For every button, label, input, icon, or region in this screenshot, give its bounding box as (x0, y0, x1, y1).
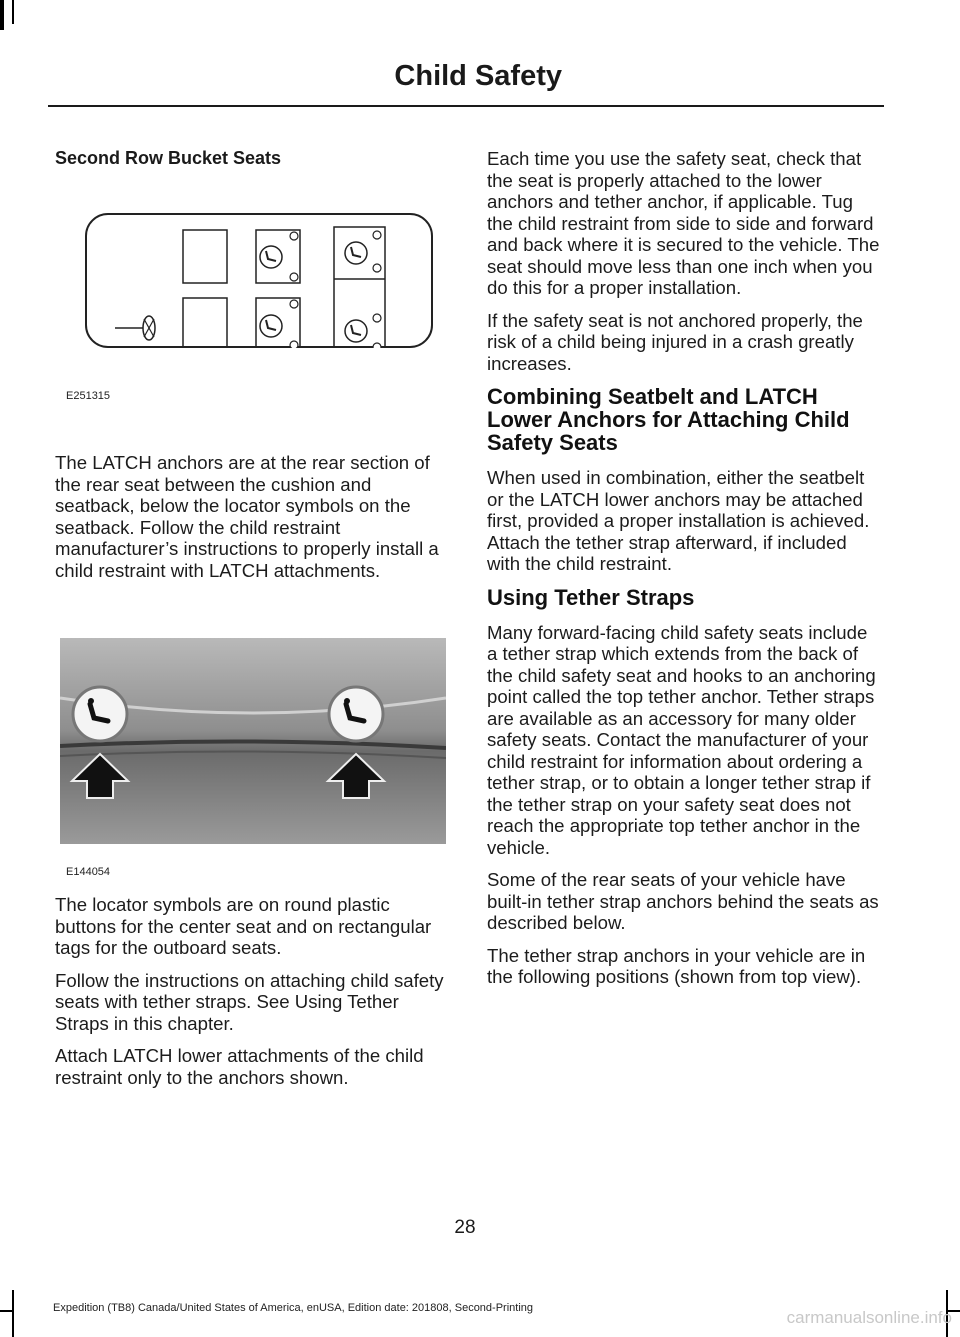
left-text-block-2 (55, 894, 450, 1099)
child-seat-symbol-icon (329, 687, 383, 741)
paragraph: When used in combination, either the seatbelt or the LATCH lower anchors may be attached first, provided a proper installation is achieved. Attach the tether strap afterward, if included with the child restraint. (487, 467, 870, 574)
child-seat-symbol-icon (73, 687, 127, 741)
crop-mark (12, 1290, 14, 1337)
crop-mark (12, 0, 14, 24)
watermark: carmanualsonline.info (786, 1308, 952, 1327)
header-rule (48, 105, 884, 107)
second-row-seat (256, 230, 300, 283)
crop-mark (0, 0, 4, 30)
second-row-seat (256, 298, 300, 348)
third-row-seat (345, 314, 381, 348)
left-text-block-1 (55, 452, 450, 592)
subheading-bucket-seats: Second Row Bucket Seats (55, 148, 282, 168)
third-row-seat (345, 231, 381, 272)
section-heading: Using Tether Straps (487, 584, 695, 610)
latch-locator-photo (60, 638, 446, 844)
figure-code: E251315 (66, 390, 111, 402)
paragraph: Some of the rear seats of your vehicle have built-in tether strap anchors behind the seats as described below. (487, 869, 879, 933)
paragraph: Attach LATCH lower attachments of the child restraint only to the anchors shown. (55, 1045, 424, 1088)
left-column (55, 140, 450, 169)
paragraph: The locator symbols are on round plastic buttons for the center seat and on rectangular tags for the outboard seats. (55, 894, 432, 958)
paragraph: If the safety seat is not anchored properly, the risk of a child being injured in a crash greatly increases. (487, 309, 863, 374)
page-number: 28 (454, 1217, 476, 1238)
footer-edition: Expedition (TB8) Canada/United States of America, enUSA, Edition date: 201808, Second-Printing (53, 1302, 534, 1314)
section-heading: Combining Seatbelt and LATCH Lower Anchors for Attaching Child Safety Seats (487, 384, 850, 455)
paragraph: Each time you use the safety seat, check that the seat is properly attached to the lower anchors and tether anchor, if applicable. Tug the child restraint from side to side and forward and back where it is secured to the vehicle. The seat should move less than one inch when you do this for a proper installation. (487, 148, 880, 298)
right-column (487, 148, 882, 999)
seat-layout-diagram (85, 213, 433, 348)
paragraph: Follow the instructions on attaching child safety seats with tether straps. See Using Tether Straps in this chapter. (55, 969, 444, 1034)
paragraph: Many forward-facing child safety seats include a tether strap which extends from the back of the child safety seat and hooks to an anchoring point called the top tether anchor. Tether straps are available as an accessory for many older safety seats. Contact the manufacturer of your child restraint for information about ordering a tether strap, or to obtain a longer tether strap if the tether strap on your safety seat does not reach the appropriate top tether anchor in the vehicle. (487, 621, 876, 858)
paragraph: The LATCH anchors are at the rear section of the rear seat between the cushion and seatback, below the locator symbols on the seatback. Follow the child restraint manufacturer’s instructions to properly install a child restraint with LATCH attachments. (55, 452, 439, 581)
figure-code: E144054 (66, 866, 111, 878)
page-title: Child Safety (394, 60, 562, 92)
paragraph: The tether strap anchors in your vehicle are in the following positions (shown from top view). (487, 944, 866, 987)
